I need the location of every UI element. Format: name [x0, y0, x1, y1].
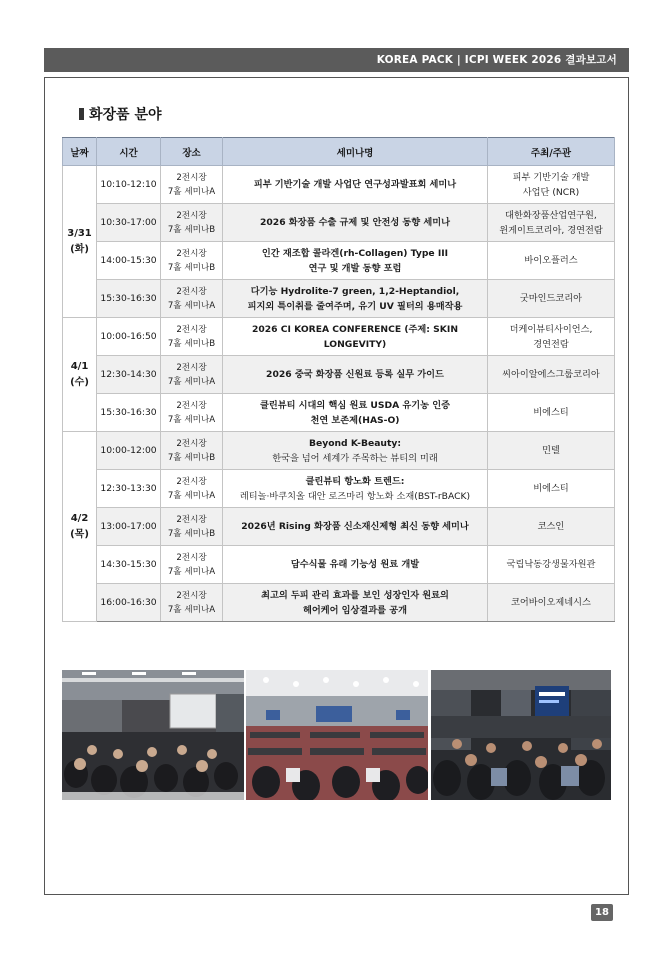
table-row	[63, 508, 615, 546]
seminar-line: 한국을 넘어 세계가 주목하는 뷰티의 미래	[272, 452, 438, 464]
seminar-cell	[223, 394, 488, 432]
seminar-line: 담수식물 유래 기능성 원료 개발	[290, 559, 420, 570]
time-cell: 14:00-15:30	[97, 242, 161, 280]
table-row	[63, 318, 615, 356]
time-cell: 14:30-15:30	[97, 546, 161, 584]
place-cell	[161, 242, 223, 280]
place-line: 7홀 세미나B	[167, 338, 216, 349]
place-cell	[161, 584, 223, 622]
host-cell	[488, 280, 615, 318]
seminar-cell	[223, 166, 488, 204]
place-cell	[161, 470, 223, 508]
date-cell	[63, 318, 97, 432]
seminar-line: 피지외 특이취를 줄여주며, 유기 UV 필터의 용매작용	[247, 300, 463, 312]
col-header-date: 날짜	[63, 138, 97, 166]
place-cell	[161, 432, 223, 470]
place-line: 7홀 세미나A	[167, 490, 216, 501]
section-title	[79, 104, 162, 124]
date-day: 3/31	[67, 227, 92, 239]
host-line: 경연전람	[533, 338, 569, 350]
seminar-line: 2026년 Rising 화장품 신소재신제형 최신 동향 세미나	[241, 521, 469, 532]
place-cell	[161, 356, 223, 394]
place-cell	[161, 318, 223, 356]
host-line: 씨아이알에스그룹코리아	[502, 369, 600, 380]
place-line: 2전시장	[176, 438, 207, 449]
table-row	[63, 356, 615, 394]
date-cell	[63, 432, 97, 622]
host-cell	[488, 432, 615, 470]
place-line: 7홀 세미나A	[167, 566, 216, 577]
col-header-place: 장소	[161, 138, 223, 166]
col-header-time: 시간	[97, 138, 161, 166]
col-header-seminar: 세미나명	[223, 138, 488, 166]
seminar-photo-3	[431, 670, 611, 800]
seminar-line: 2026 화장품 수출 규제 및 안전성 동향 세미나	[260, 217, 450, 228]
seminar-cell	[223, 356, 488, 394]
place-cell	[161, 394, 223, 432]
time-cell: 13:00-17:00	[97, 508, 161, 546]
place-cell	[161, 166, 223, 204]
table-row	[63, 546, 615, 584]
time-cell: 15:30-16:30	[97, 280, 161, 318]
time-cell: 12:30-13:30	[97, 470, 161, 508]
table-row	[63, 584, 615, 622]
date-weekday: (화)	[70, 243, 89, 255]
seminar-cell	[223, 242, 488, 280]
date-day: 4/1	[70, 360, 89, 372]
place-line: 2전시장	[176, 324, 207, 335]
host-line: 더케이뷰티사이언스,	[509, 323, 593, 335]
table-header-row	[63, 138, 615, 166]
host-cell	[488, 166, 615, 204]
host-cell	[488, 394, 615, 432]
place-cell	[161, 508, 223, 546]
report-header	[44, 48, 629, 72]
place-cell	[161, 546, 223, 584]
seminar-line: Beyond K-Beauty:	[308, 437, 401, 449]
date-weekday: (목)	[70, 528, 89, 540]
seminar-cell	[223, 204, 488, 242]
seminar-line: 최고의 두피 관리 효과를 보인 성장인자 원료의	[261, 589, 449, 601]
place-cell	[161, 280, 223, 318]
host-line: 윈게이트코리아, 경연전람	[499, 224, 603, 236]
host-line: 피부 기반기술 개발	[512, 171, 590, 183]
host-cell	[488, 546, 615, 584]
date-day: 4/2	[70, 512, 89, 524]
seminar-line: 피부 기반기술 개발 사업단 연구성과발표회 세미나	[253, 179, 457, 190]
seminar-line: 인간 재조합 콜라겐(rh-Collagen) Type III	[261, 247, 449, 259]
seminar-line: 2026 CI KOREA CONFERENCE (주제: SKIN LONGEVITY)	[251, 323, 459, 350]
place-line: 2전시장	[176, 476, 207, 487]
seminar-line: 헤어케어 임상결과를 공개	[302, 604, 408, 616]
seminar-line: 레티놀·바쿠치올 대안 로즈마리 항노화 소재(BST-rBACK)	[239, 490, 471, 502]
page-number: 18	[591, 904, 613, 921]
host-cell	[488, 318, 615, 356]
seminar-line: 다기능 Hydrolite-7 green, 1,2-Heptandiol,	[250, 285, 460, 297]
host-line: 굿마인드코리아	[519, 293, 583, 304]
time-cell: 15:30-16:30	[97, 394, 161, 432]
time-cell: 10:00-16:50	[97, 318, 161, 356]
host-line: 코스인	[537, 521, 565, 532]
seminar-line: 2026 중국 화장품 신원료 등록 실무 가이드	[266, 369, 444, 380]
place-line: 7홀 세미나B	[167, 262, 216, 273]
place-line: 7홀 세미나B	[167, 452, 216, 463]
host-line: 바이오플러스	[524, 255, 578, 266]
place-line: 2전시장	[176, 514, 207, 525]
place-line: 7홀 세미나A	[167, 300, 216, 311]
table-row	[63, 242, 615, 280]
host-line: 사업단 (NCR)	[522, 186, 580, 198]
table-row	[63, 280, 615, 318]
time-cell: 16:00-16:30	[97, 584, 161, 622]
seminar-photo-2	[246, 670, 428, 800]
host-line: 비에스티	[533, 483, 569, 494]
seminar-schedule-table	[62, 137, 615, 622]
date-weekday: (수)	[70, 376, 89, 388]
place-line: 2전시장	[176, 590, 207, 601]
place-line: 7홀 세미나A	[167, 604, 216, 615]
host-cell	[488, 470, 615, 508]
table-row	[63, 470, 615, 508]
host-cell	[488, 204, 615, 242]
section-title-text: 화장품 분야	[89, 107, 162, 123]
seminar-line: 클린뷰티 항노화 트렌드:	[305, 475, 405, 487]
host-line: 비에스티	[533, 407, 569, 418]
place-cell	[161, 204, 223, 242]
seminar-cell	[223, 280, 488, 318]
time-cell: 10:10-12:10	[97, 166, 161, 204]
seminar-cell	[223, 432, 488, 470]
host-cell	[488, 242, 615, 280]
host-line: 국립낙동강생물자원관	[506, 559, 596, 570]
host-cell	[488, 356, 615, 394]
table-row	[63, 432, 615, 470]
time-cell: 10:30-17:00	[97, 204, 161, 242]
seminar-cell	[223, 508, 488, 546]
place-line: 2전시장	[176, 248, 207, 259]
table-row	[63, 204, 615, 242]
place-line: 7홀 세미나B	[167, 224, 216, 235]
report-header-title: KOREA PACK | ICPI WEEK 2026 결과보고서	[376, 54, 617, 66]
place-line: 2전시장	[176, 552, 207, 563]
date-cell	[63, 166, 97, 318]
host-line: 대한화장품산업연구원,	[505, 209, 597, 221]
place-line: 7홀 세미나B	[167, 528, 216, 539]
section-marker-icon	[79, 108, 84, 120]
time-cell: 10:00-12:00	[97, 432, 161, 470]
seminar-line: 클린뷰티 시대의 핵심 원료 USDA 유기농 인증	[259, 399, 450, 411]
seminar-line: 천연 보존제(HAS-O)	[310, 414, 400, 426]
place-line: 2전시장	[176, 362, 207, 373]
place-line: 2전시장	[176, 210, 207, 221]
seminar-line: 연구 및 개발 동향 포럼	[308, 262, 402, 274]
place-line: 7홀 세미나A	[167, 414, 216, 425]
seminar-photo-1	[62, 670, 244, 800]
time-cell: 12:30-14:30	[97, 356, 161, 394]
table-row	[63, 166, 615, 204]
seminar-cell	[223, 470, 488, 508]
place-line: 2전시장	[176, 400, 207, 411]
col-header-host: 주최/주관	[488, 138, 615, 166]
place-line: 7홀 세미나A	[167, 376, 216, 387]
table-row	[63, 394, 615, 432]
host-line: 코어바이오제네시스	[511, 597, 591, 608]
place-line: 2전시장	[176, 172, 207, 183]
place-line: 7홀 세미나A	[167, 186, 216, 197]
host-cell	[488, 508, 615, 546]
seminar-cell	[223, 318, 488, 356]
host-cell	[488, 584, 615, 622]
place-line: 2전시장	[176, 286, 207, 297]
seminar-cell	[223, 584, 488, 622]
seminar-cell	[223, 546, 488, 584]
host-line: 민텔	[542, 445, 560, 456]
